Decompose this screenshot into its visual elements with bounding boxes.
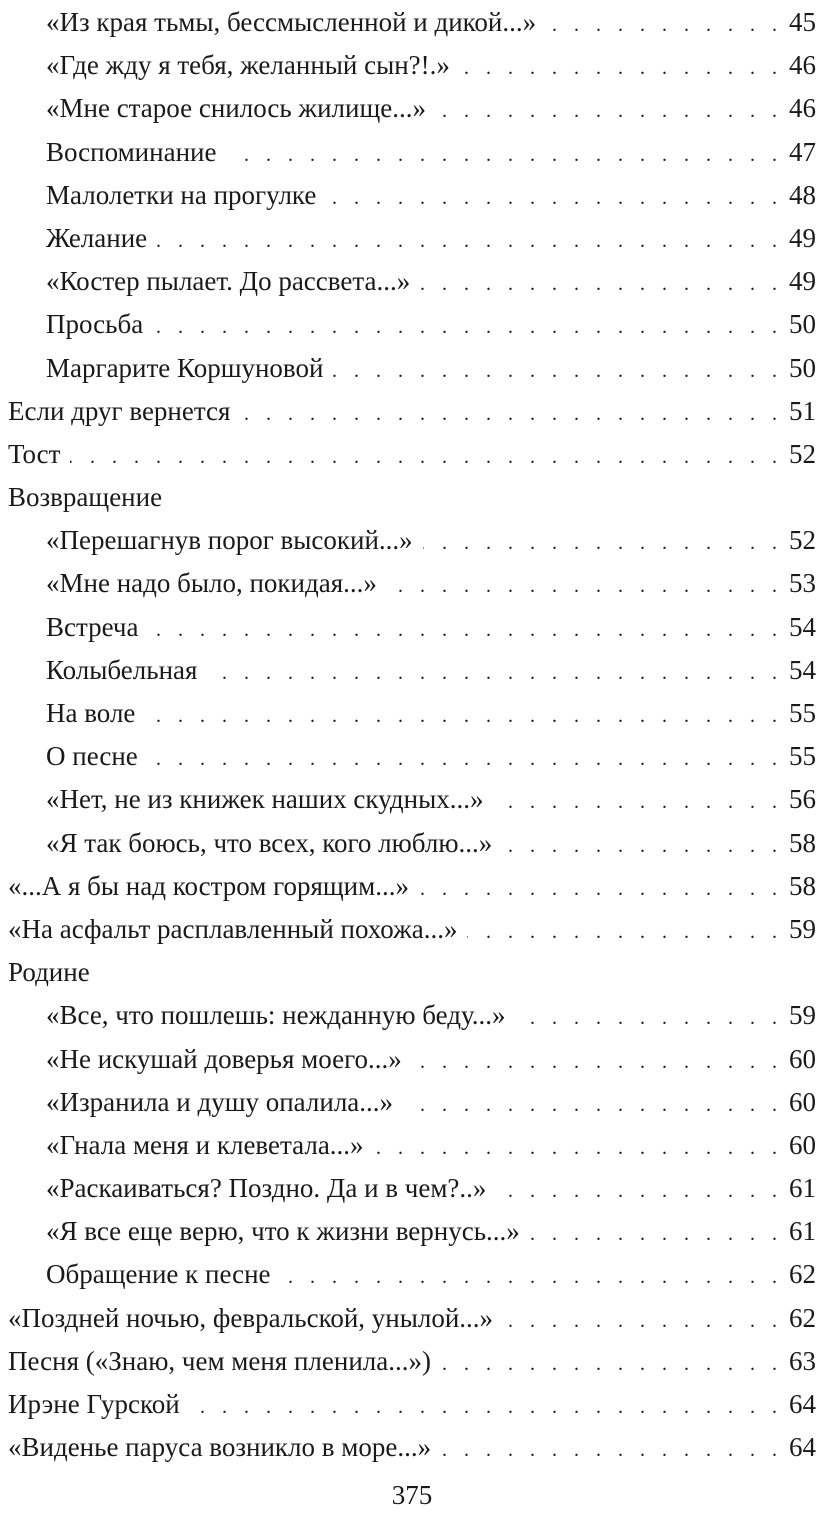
toc-entry-page: 60 (789, 1043, 816, 1074)
toc-entry (8, 649, 816, 692)
toc-entry-page: 61 (789, 1216, 816, 1247)
toc-entry-page: 60 (789, 1086, 816, 1117)
toc-entry-page: 48 (789, 179, 816, 210)
toc-entry-title: «Из края тьмы, бессмысленной и дикой...» (46, 7, 537, 37)
toc-entry (8, 908, 816, 951)
toc-dot-leader (419, 868, 783, 911)
toc-entry-title: Малолетки на прогулке (46, 179, 317, 210)
toc-entry-page: 46 (789, 93, 816, 124)
toc-entry-title: Родине (8, 957, 90, 988)
toc-entry (8, 1210, 816, 1253)
toc-entry-page: 52 (789, 438, 816, 469)
toc-entry-page: 62 (789, 1259, 816, 1290)
toc-entry (8, 433, 816, 476)
toc-entry (8, 1081, 816, 1124)
toc-entry-page: 58 (789, 827, 816, 858)
toc-entry-title: На воле (46, 698, 136, 728)
toc-entry (8, 1167, 816, 1210)
toc-dot-leader (441, 1429, 783, 1472)
toc-entry-title: «Все, что пошлешь: нежданную беду...» (46, 1000, 506, 1031)
toc-entry (8, 692, 816, 735)
toc-dot-leader (493, 781, 783, 824)
toc-entry-title: Просьба (46, 309, 144, 340)
toc-entry (8, 303, 816, 346)
toc-entry-page: 59 (789, 913, 816, 944)
toc-dot-leader (148, 738, 783, 781)
toc-dot-leader (546, 4, 783, 47)
toc-entry-page: 47 (789, 136, 816, 167)
toc-entry-title: «Мне старое снилось жилище...» (46, 93, 426, 124)
toc-entry-page: 49 (789, 266, 816, 297)
toc-entry-title: Возвращение (8, 482, 163, 513)
toc-dot-leader (412, 1041, 783, 1084)
toc-entry-page: 59 (789, 1000, 816, 1031)
toc-dot-leader (157, 220, 783, 263)
toc-entry (8, 994, 816, 1037)
toc-entry-title: «Перешагнув порог высокий...» (46, 525, 413, 556)
toc-entry-title: Встреча (46, 611, 139, 642)
toc-entry-title: Колыбельная (46, 654, 198, 685)
toc-entry-page: 54 (789, 611, 816, 642)
toc-entry (8, 1124, 816, 1167)
toc-entry-title: Если друг вернется (8, 395, 231, 426)
toc-dot-leader (333, 350, 783, 393)
toc-dot-leader (149, 609, 784, 652)
toc-dot-leader (326, 177, 783, 220)
toc-entry (8, 951, 816, 994)
toc-entry (8, 735, 816, 778)
toc-entry-page: 54 (789, 654, 816, 685)
toc-entry-page: 50 (789, 352, 816, 383)
toc-entry (8, 1340, 816, 1383)
toc-dot-leader (70, 436, 783, 479)
toc-dot-leader (226, 134, 783, 177)
toc-dot-leader (503, 1300, 783, 1343)
toc-dot-leader (190, 1386, 783, 1429)
toc-dot-leader (460, 47, 783, 90)
toc-entry-title: Воспоминание (46, 136, 217, 167)
toc-entry-page: 53 (789, 568, 816, 599)
toc-dot-leader (441, 1343, 783, 1386)
toc-entry-title: О песне (46, 741, 138, 772)
toc-entry-page: 51 (789, 395, 816, 426)
toc-entry-title: Ирэне Гурской (8, 1389, 180, 1419)
toc-entry-title: «Гнала меня и клеветала...» (46, 1129, 364, 1160)
toc-entry-title: «Я так боюсь, что всех, кого люблю...» (46, 827, 493, 858)
toc-entry-page: 64 (789, 1389, 816, 1419)
toc-entry (8, 1383, 816, 1426)
toc-entry (8, 822, 816, 865)
page-number: 375 (391, 1480, 433, 1510)
toc-dot-leader (387, 565, 783, 608)
toc-entry (8, 1, 816, 44)
toc-dot-leader (240, 393, 783, 436)
toc-dot-leader (467, 911, 783, 954)
toc-entry (8, 519, 816, 562)
toc-entry-page: 55 (789, 698, 816, 728)
toc-entry-title: Песня («Знаю, чем меня пленила...») (8, 1345, 431, 1376)
toc-entry-title: «Где жду я тебя, желанный сын?!.» (46, 50, 450, 81)
toc-dot-leader (403, 1084, 783, 1127)
toc-entry (8, 778, 816, 821)
toc-entry-page: 46 (789, 50, 816, 81)
toc-dot-leader (145, 695, 783, 738)
toc-entry (8, 87, 816, 130)
toc-entry-title: «Изранила и душу опалила...» (46, 1086, 394, 1117)
toc-entry-page: 63 (789, 1345, 816, 1376)
toc-entry (8, 44, 816, 87)
toc-entry-page: 60 (789, 1129, 816, 1160)
toc-entry-page: 52 (789, 525, 816, 556)
toc-entry-page: 61 (789, 1173, 816, 1204)
toc-entry-title: Обращение к песне (46, 1259, 271, 1290)
toc-entry (8, 476, 816, 519)
toc-entry-title: «Костер пылает. До рассвета...» (46, 266, 411, 297)
toc-dot-leader (281, 1256, 783, 1299)
toc-dot-leader (530, 1213, 783, 1256)
toc-entry (8, 1297, 816, 1340)
toc-entry-page: 62 (789, 1302, 816, 1333)
toc-entry-title: Желание (46, 222, 148, 253)
toc-entry-title: «На асфальт расплавленный похожа...» (8, 913, 458, 944)
toc-dot-leader (502, 825, 783, 868)
toc-entry-page: 50 (789, 309, 816, 340)
toc-dot-leader (436, 90, 783, 133)
toc-entry (8, 606, 816, 649)
toc-entry-title: «...А я бы над костром горящим...» (8, 870, 409, 901)
toc-entry (8, 562, 816, 605)
toc-entry (8, 217, 816, 260)
toc-entry-title: «Нет, не из книжек наших скудных...» (46, 784, 484, 815)
toc-dot-leader (374, 1127, 783, 1170)
toc-entry-page: 49 (789, 222, 816, 253)
toc-dot-leader (496, 1170, 783, 1213)
toc-entry-page: 55 (789, 741, 816, 772)
toc-entry (8, 390, 816, 433)
toc-dot-leader (516, 997, 783, 1040)
toc-entry (8, 1426, 816, 1469)
toc-entry-title: Тост (8, 438, 61, 469)
toc-entry-title: «Мне надо было, покидая...» (46, 568, 377, 599)
toc-entry (8, 260, 816, 303)
toc-dot-leader (153, 306, 783, 349)
toc-entry-title: «Виденье паруса возникло в море...» (8, 1432, 432, 1463)
toc-dot-leader (423, 522, 783, 565)
toc-entry (8, 1038, 816, 1081)
toc-entry-title: Маргарите Коршуновой (46, 352, 324, 383)
toc-entry-page: 64 (789, 1432, 816, 1463)
toc-entry-page: 58 (789, 870, 816, 901)
toc-entry (8, 131, 816, 174)
toc-entry (8, 865, 816, 908)
toc-entry (8, 1253, 816, 1296)
toc-entry (8, 174, 816, 217)
toc-entry-title: «Не искушай доверья моего...» (46, 1043, 402, 1074)
toc-entry-title: «Поздней ночью, февральской, унылой...» (8, 1302, 494, 1333)
toc-entry-page: 56 (789, 784, 816, 815)
toc-entry (8, 347, 816, 390)
toc-dot-leader (207, 652, 783, 695)
toc-entry-page: 45 (789, 7, 816, 37)
toc-dot-leader (420, 263, 783, 306)
toc-entry-title: «Раскаиваться? Поздно. Да и в чем?..» (46, 1173, 487, 1204)
toc-entry-title: «Я все еще верю, что к жизни вернусь...» (46, 1216, 520, 1247)
table-of-contents (8, 0, 816, 1469)
